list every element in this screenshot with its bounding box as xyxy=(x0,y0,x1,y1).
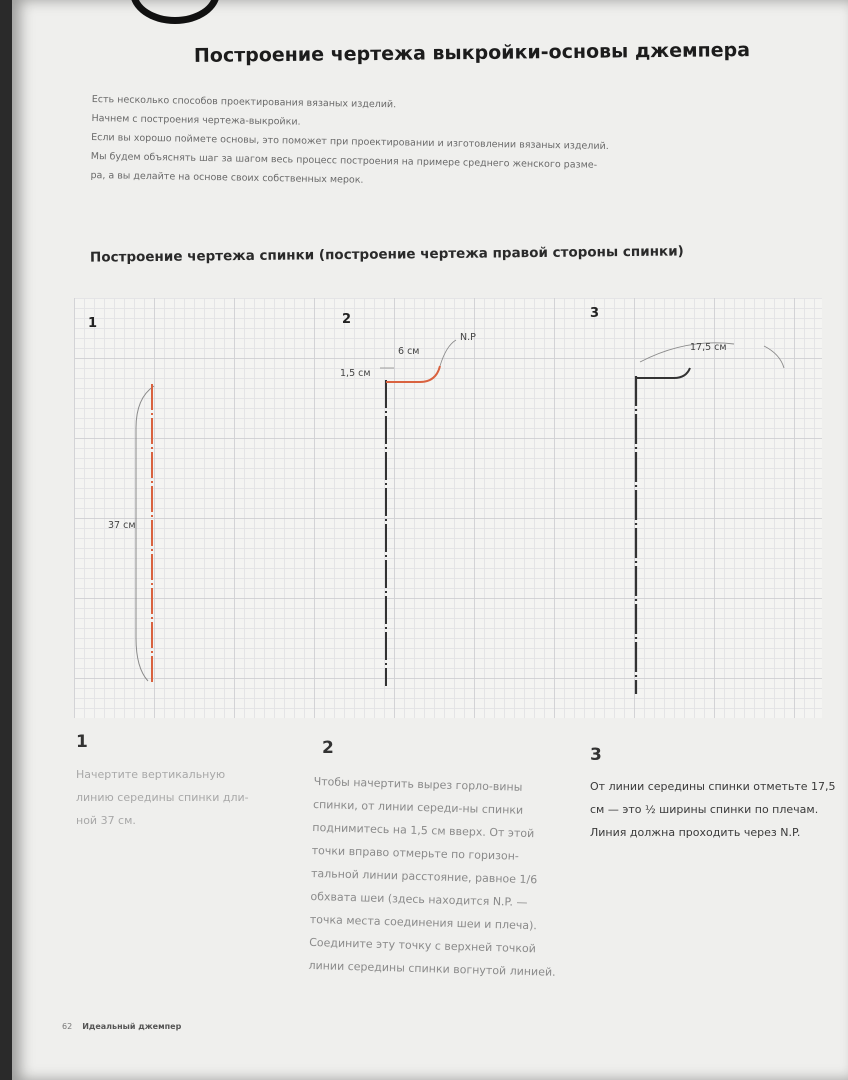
step-text: От линии середины спинки отметьте 17,5 см — это ½ ширины спинки по плечам. Линия должна проходить через N.P. xyxy=(590,780,836,839)
step-number: 1 xyxy=(76,732,88,752)
page-footer xyxy=(62,1022,181,1031)
np-label: N.P xyxy=(460,332,476,343)
section-title: Построение чертежа спинки (построение чертежа правой стороны спинки) xyxy=(89,243,684,266)
intro-line: Есть несколько способов проектирования вязаных изделий. xyxy=(91,93,397,111)
step-number: 2 xyxy=(322,738,334,758)
page-title: Построение чертежа выкройки-основы джемпера xyxy=(193,39,751,67)
shoulder-label: 17,5 см xyxy=(690,342,727,353)
panel-number: 2 xyxy=(342,312,352,327)
np-leader xyxy=(440,340,456,366)
step-text: Чтобы начертить вырез горло-вины спинки, от линии середи-ны спинки поднимитесь на 1,5 см вверх. От этой точки вправо отмерьте по горизон-тальной линии расстояние, равное 1/6 обхвата шеи (здесь находится N.P. — точка места соединения шеи и плеча). Соедините эту точку с верхней точкой линии середины спинки вогнутой линией. xyxy=(308,774,556,979)
shoulder-arc-right xyxy=(764,346,784,368)
intro-line: ра, а вы делайте на основе своих собственных мерок. xyxy=(90,169,364,186)
panel-number: 1 xyxy=(88,316,98,331)
intro-paragraph xyxy=(90,90,822,198)
panel-number: 3 xyxy=(590,306,600,321)
step-number: 3 xyxy=(590,745,602,765)
step-text: Начертите вертикальную линию середины спинки дли-ной 37 см. xyxy=(76,768,249,827)
length-label: 37 см xyxy=(108,520,136,531)
raise-label: 1,5 см xyxy=(340,368,371,379)
intro-line: Начнем с построения чертежа-выкройки. xyxy=(91,112,301,128)
diagram-drawing xyxy=(74,298,822,718)
book-title: Идеальный джемпер xyxy=(82,1022,182,1031)
neckline-curve xyxy=(386,366,440,382)
binder-ring-icon xyxy=(130,0,220,24)
page-number: 62 xyxy=(62,1022,73,1031)
pattern-diagram xyxy=(74,298,822,718)
neck-width-label: 6 см xyxy=(398,346,420,357)
back-neckline xyxy=(636,368,690,378)
intro-line: Если вы хорошо поймете основы, это поможет при проектировании и изготовлении вязаных изделий. xyxy=(91,131,609,153)
intro-line: Мы будем объяснять шаг за шагом весь процесс построения на примере среднего женского разме- xyxy=(90,150,598,171)
